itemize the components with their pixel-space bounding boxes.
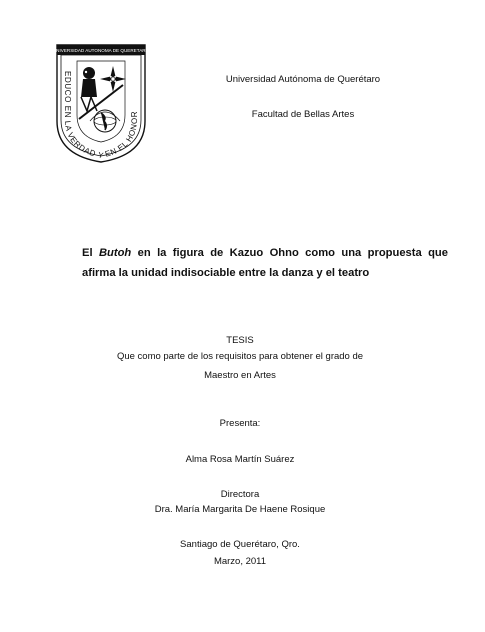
seal-university-name: UNIVERSIDAD AUTONOMA DE QUERETARO	[53, 48, 149, 53]
faculty-name: Facultad de Bellas Artes	[251, 109, 355, 120]
director-label: Directora	[220, 489, 260, 500]
author-name: Alma Rosa Martín Suárez	[185, 454, 295, 465]
requirement-line-1: Que como parte de los requisitos para obtener el grado de	[116, 351, 364, 362]
armored-figure-icon	[81, 67, 97, 111]
title-prefix: El	[82, 247, 99, 259]
seal-emblem	[53, 41, 149, 165]
presenta-label: Presenta:	[219, 418, 261, 429]
place: Santiago de Querétaro, Qro.	[180, 539, 300, 550]
date: Marzo, 2011	[213, 556, 267, 567]
title-italic-term: Butoh	[98, 247, 132, 259]
director-name: Dra. María Margarita De Haene Rosique	[154, 504, 326, 515]
thesis-title	[82, 243, 448, 283]
university-name: Universidad Autónoma de Querétaro	[225, 74, 381, 85]
requirement-line-2: Maestro en Artes	[204, 370, 276, 381]
university-seal	[53, 41, 149, 165]
title-rest: en la figura de Kazuo Ohno como una propuesta que afirma la unidad indisociable entre la danza y el teatro	[82, 247, 448, 279]
seal-motto: EDUCO EN LA VERDAD Y EN EL HONOR	[62, 71, 140, 161]
thesis-label: TESIS	[226, 335, 254, 346]
